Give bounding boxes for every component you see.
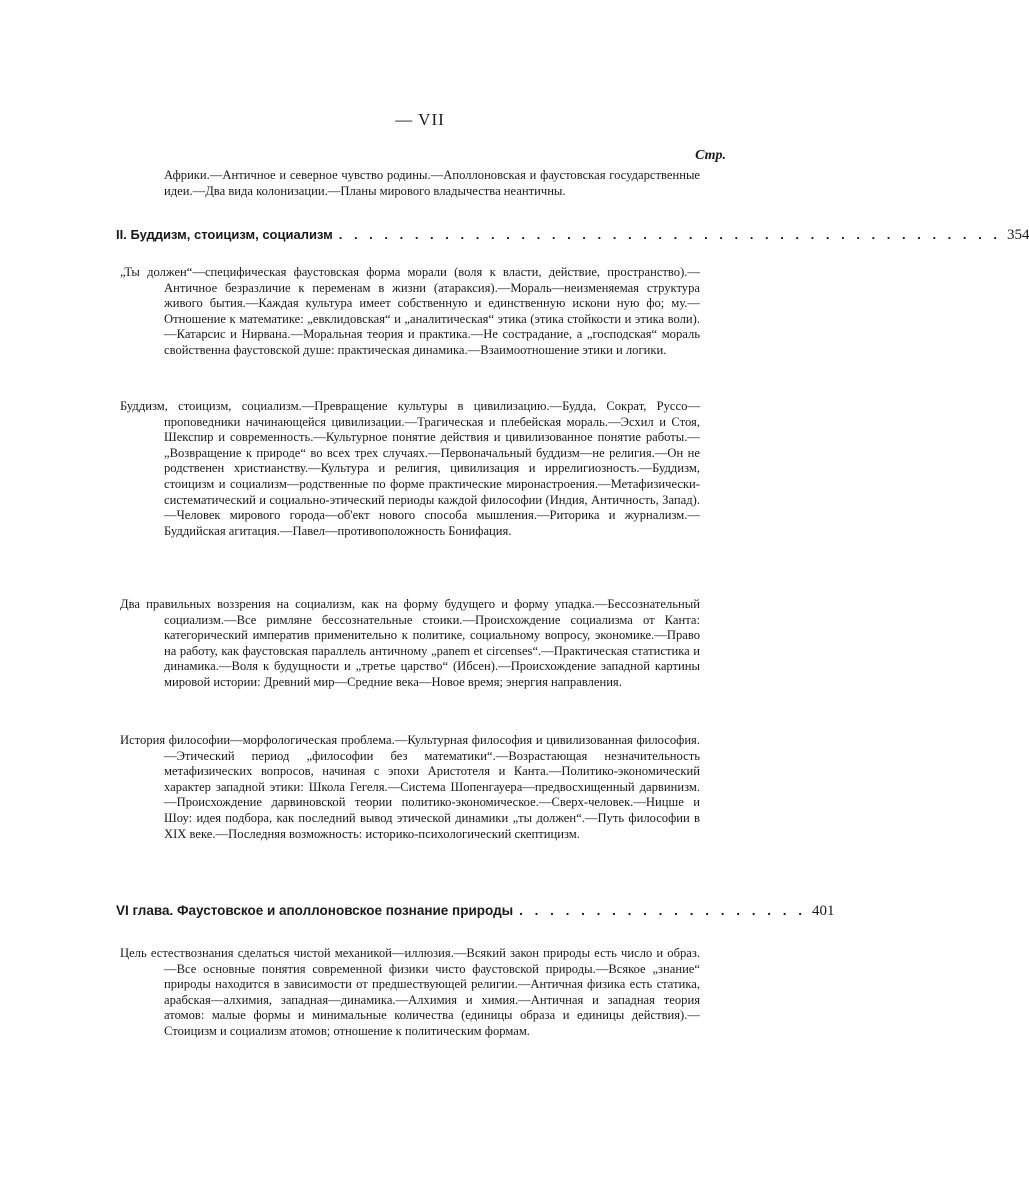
paragraph-socialism: Два правильных воззрения на социализм, как на форму будущего и форму упадка.—Бессознательный социализм.—Все римляне бессознательные стоики.—Происхождение социализма от Канта: категорический императив применительно к политике, социальному вопросу, экономике.—Право на работу, как фаустовская параллель античному „panem et circenses“.—Практическая статистика и динамика.—Воля к будущности и „третье царство“ (Ибсен).—Происхождение западной картины мировой истории: Древний мир—Средние века—Новое время; энергия направления.	[120, 597, 700, 689]
intro-paragraph: Африки.—Античное и северное чувство родины.—Аполлоновская и фаустовская государственные идеи.—Два вида колонизации.—Планы мирового владычества неантичны.	[164, 168, 700, 198]
section-title: II. Буддизм, стоицизм, социализм	[116, 227, 333, 242]
intro-paragraph-block	[120, 168, 700, 199]
section-heading-buddhism	[116, 227, 1029, 244]
page-number-header: — VII	[395, 110, 445, 129]
page-column-label: Стр.	[695, 148, 726, 163]
paragraph-socialism-block	[120, 597, 700, 691]
paragraph-philosophy-block	[120, 733, 700, 842]
section-heading-chapter-six	[116, 903, 835, 920]
paragraph-philosophy: История философии—морфологическая проблема.—Культурная философия и цивилизованная философия.—Этический период „философии без математики“.—Возрастающая незначительность метафизических вопросов, начиная с эпохи Аристотеля и Канта.—Политико-экономический характер западной этики: Школа Гегеля.—Система Шопенгауера—предвосхищенный дарвинизм.—Происхождение дарвиновской теории политико-экономическое.—Сверх-человек.—Ницше и Шоу: идея подбора, как последний вывод этической динамики „ты должен“.—Путь философии в XIX веке.—Последняя возможность: историко-психологический скептицизм.	[120, 733, 700, 841]
leader-dots: . . . . . . . . . . . . . . . . . . . . . . . . . . . . . . . . . . . . . . . . . . . .	[338, 227, 1001, 242]
paragraph-ty-dolzhen-block	[120, 265, 700, 359]
paragraph-buddhism: Буддизм, стоицизм, социализм.—Превращение культуры в цивилизацию.—Будда, Сократ, Руссо—проповедники начинающейся цивилизации.—Трагическая и плебейская мораль.—Эсхил и Стоя, Шекспир и современность.—Культурное понятие действия и цивилизованное понятие работы.—„Возвращение к природе“ во всех трех случаях.—Первоначальный буддизм—не религия.—Он не родственен христианству.—Культура и религия, цивилизация и иррелигиозность.—Буддизм, стоицизм и социализм—родственные по форме практические миронастроения.—Метафизически-систематический и социально-этический периоды каждой философии (Индия, Античность, Запад).—Человек мирового города—об'ект нового способа мышления.—Риторика и журнализм.—Буддийская агитация.—Павел—противоположность Бонифация.	[120, 399, 700, 538]
section-page-number: 354	[1006, 227, 1029, 243]
paragraph-buddhism-block	[120, 399, 700, 539]
paragraph-natural-science-block	[120, 946, 700, 1040]
section-title: VI глава. Фаустовское и аполлоновское познание природы	[116, 903, 514, 918]
section-page-number: 401	[811, 903, 835, 919]
paragraph-natural-science: Цель естествознания сделаться чистой механикой—иллюзия.—Всякий закон природы есть число и образ.—Все основные понятия современной физики чисто фаустовской природы.—Всякое „знание“ природы находится в зависимости от предшествующей религии.—Античная физика есть статика, арабская—алхимия, западная—динамика.—Алхимия и химия.—Античная и западная теория атомов: малые формы и минимальные количества (единицы образа и единицы действия).—Стоицизм и социализм атомов; отношение к политическим формам.	[120, 946, 700, 1038]
paragraph-ty-dolzhen: „Ты должен“—специфическая фаустовская форма морали (воля к власти, действие, пространство).—Античное безразличие к переменам в жизни (атараксия).—Мораль—неизменяемая структура живого бытия.—Каждая культура имеет собственную и единственную искони ную фо; му.—Отношение к математике: „евклидовская“ и „аналитическая“ этика (этика стойкости и этика воли).—Катарсис и Нирвана.—Моральная теория и практика.—Не сострадание, а „господская“ мораль свойственна фаустовской душе: практическая динамика.—Взаимоотношение этики и логики.	[120, 265, 700, 357]
leader-dots: . . . . . . . . . . . . . . . . . . .	[519, 903, 806, 918]
